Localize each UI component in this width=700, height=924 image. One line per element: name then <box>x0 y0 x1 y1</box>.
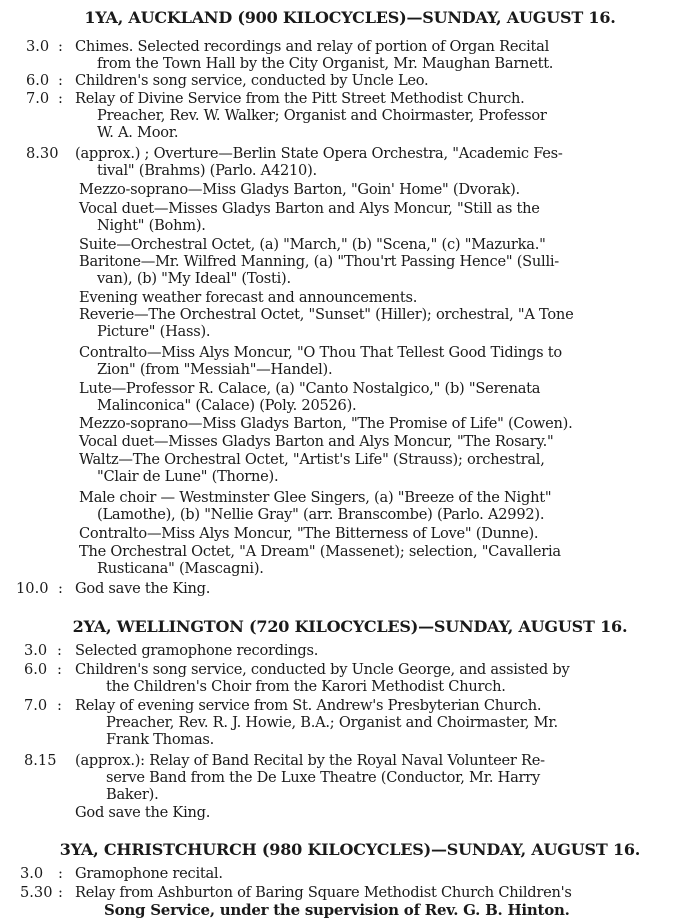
time-label: 3.0 <box>24 642 48 659</box>
programme-item: Vocal duet—Misses Gladys Barton and Alys Moncur, "The Rosary." <box>79 433 554 450</box>
programme-item: Evening weather forecast and announcements. <box>79 289 418 306</box>
entry-line: Preacher, Rev. R. J. Howie, B.A.; Organist and Choirmaster, Mr. <box>106 714 558 731</box>
entry-line: Relay from Ashburton of Baring Square Methodist Church Children's <box>75 884 572 901</box>
time-label: 6.0 <box>26 72 50 89</box>
time-separator: : <box>58 865 63 882</box>
time-label: 7.0 <box>24 697 48 714</box>
programme-item: Lute—Professor R. Calace, (a) "Canto Nostalgico," (b) "Serenata <box>79 380 541 397</box>
time-separator: : <box>58 38 63 55</box>
closing-line: God save the King. <box>75 580 211 597</box>
programme-item: Vocal duet—Misses Gladys Barton and Alys Moncur, "Still as the <box>79 200 540 217</box>
programme-item-cont: Picture" (Hass). <box>97 323 211 340</box>
programme-item: Reverie—The Orchestral Octet, "Sunset" (Hiller); orchestral, "A Tone <box>79 306 574 323</box>
entry-line: (approx.): Relay of Band Recital by the Royal Naval Volunteer Re- <box>75 752 545 769</box>
entry-line: W. A. Moor. <box>97 124 179 141</box>
time-separator: : <box>58 580 63 597</box>
time-label: 8.15 <box>24 752 57 769</box>
entry-line: Baker). <box>106 786 159 803</box>
time-label: 10.0 <box>16 580 49 597</box>
programme-item: Male choir — Westminster Glee Singers, (a) "Breeze of the Night" <box>79 489 552 506</box>
programme-item: Baritone—Mr. Wilfred Manning, (a) "Thou'rt Passing Hence" (Sulli- <box>79 253 559 270</box>
entry-line: Relay of Divine Service from the Pitt Street Methodist Church. <box>75 90 525 107</box>
time-separator: : <box>58 90 63 107</box>
entry-line: serve Band from the De Luxe Theatre (Conductor, Mr. Harry <box>106 769 540 786</box>
time-label: 5.30 <box>20 884 53 901</box>
programme-item-cont: Zion" (from "Messiah"—Handel). <box>97 361 333 378</box>
programme-item-cont: Rusticana" (Mascagni). <box>97 560 264 577</box>
programme-item-cont: van), (b) "My Ideal" (Tosti). <box>97 270 291 287</box>
time-label: 6.0 <box>24 661 48 678</box>
programme-item: Contralto—Miss Alys Moncur, "O Thou That Tellest Good Tidings to <box>79 344 562 361</box>
programme-item: Waltz—The Orchestral Octet, "Artist's Life" (Strauss); orchestral, <box>79 451 545 468</box>
time-separator: : <box>57 661 62 678</box>
section-header-2ya: 2YA, WELLINGTON (720 KILOCYCLES)—SUNDAY, AUGUST 16. <box>72 617 628 636</box>
entry-line: Relay of evening service from St. Andrew's Presbyterian Church. <box>75 697 542 714</box>
entry-line: (approx.) ; Overture—Berlin State Opera Orchestra, "Academic Fes- <box>75 145 563 162</box>
entry-line: Preacher, Rev. W. Walker; Organist and Choirmaster, Professor <box>97 107 547 124</box>
section-header-3ya: 3YA, CHRISTCHURCH (980 KILOCYCLES)—SUNDAY, AUGUST 16. <box>59 840 641 859</box>
entry-line: Frank Thomas. <box>106 731 215 748</box>
closing-line: God save the King. <box>75 804 211 821</box>
time-label: 3.0 <box>20 865 44 882</box>
time-label: 7.0 <box>26 90 50 107</box>
programme-item-cont: Night" (Bohm). <box>97 217 206 234</box>
programme-item-cont: "Clair de Lune" (Thorne). <box>97 468 279 485</box>
entry-line: Song Service, under the supervision of Rev. G. B. Hinton. <box>104 901 570 919</box>
section-header-1ya: 1YA, AUCKLAND (900 KILOCYCLES)—SUNDAY, AUGUST 16. <box>84 8 616 27</box>
entry-line: Children's song service, conducted by Uncle George, and assisted by <box>75 661 570 678</box>
programme-item-cont: (Lamothe), (b) "Nellie Gray" (arr. Branscombe) (Parlo. A2992). <box>97 506 545 523</box>
entry-line: the Children's Choir from the Karori Methodist Church. <box>106 678 506 695</box>
entry-line: Selected gramophone recordings. <box>75 642 319 659</box>
entry-line: Chimes. Selected recordings and relay of portion of Organ Recital <box>75 38 550 55</box>
time-separator: : <box>57 642 62 659</box>
time-label: 8.30 <box>26 145 59 162</box>
entry-line: Gramophone recital. <box>75 865 223 882</box>
programme-item: Contralto—Miss Alys Moncur, "The Bitterness of Love" (Dunne). <box>79 525 539 542</box>
programme-item: Mezzo-soprano—Miss Gladys Barton, "Goin' Home" (Dvorak). <box>79 181 520 198</box>
programme-item-cont: Malinconica" (Calace) (Poly. 20526). <box>97 397 357 414</box>
programme-item: Mezzo-soprano—Miss Gladys Barton, "The Promise of Life" (Cowen). <box>79 415 573 432</box>
time-separator: : <box>58 72 63 89</box>
time-label: 3.0 <box>26 38 50 55</box>
entry-line: Children's song service, conducted by Uncle Leo. <box>75 72 429 89</box>
programme-item: Suite—Orchestral Octet, (a) "March," (b) "Scena," (c) "Mazurka." <box>79 236 546 253</box>
entry-line: tival" (Brahms) (Parlo. A4210). <box>97 162 317 179</box>
entry-line: from the Town Hall by the City Organist, Mr. Maughan Barnett. <box>97 55 554 72</box>
time-separator: : <box>58 884 63 901</box>
time-separator: : <box>57 697 62 714</box>
programme-item: The Orchestral Octet, "A Dream" (Massenet); selection, "Cavalleria <box>79 543 561 560</box>
